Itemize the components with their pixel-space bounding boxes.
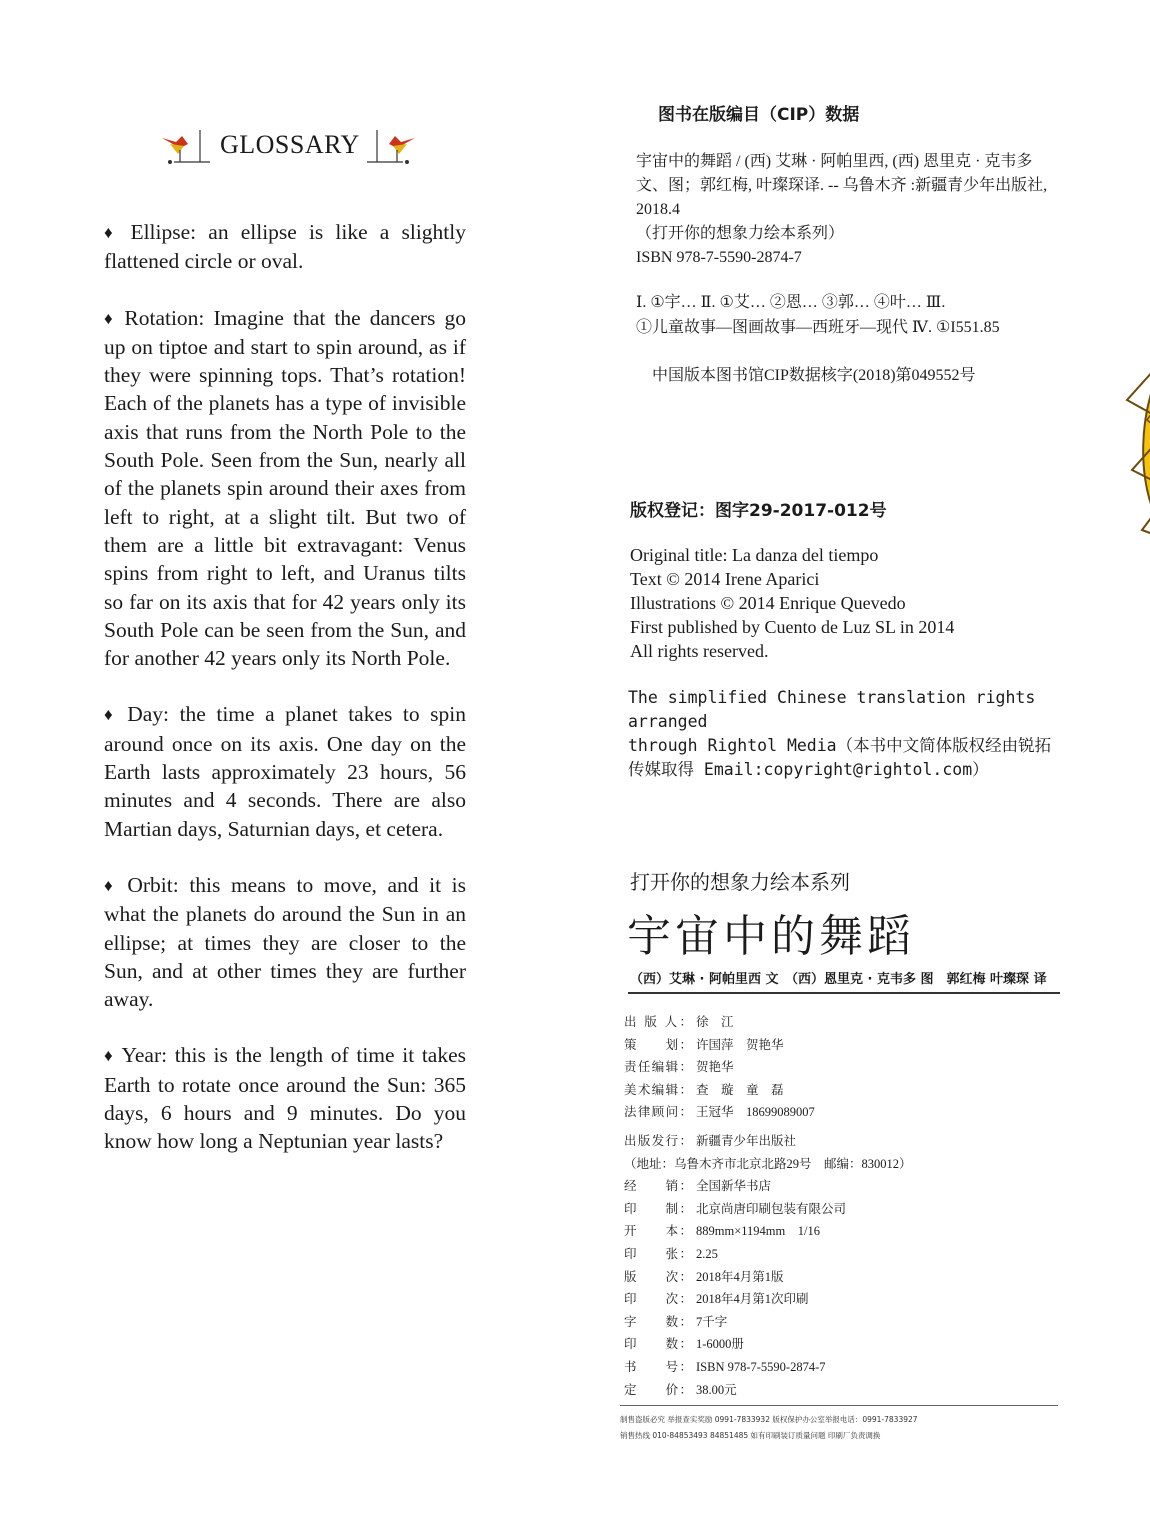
footnote: 制售盗版必究 举报查实奖励 0991-7833932 版权保护办公室举报电话：0991-7833927 销售热线 010-84853493 84851485 如有印刷装订质量问题 印刷厂负责调换 <box>620 1415 918 1440</box>
credit-row: 印 数： 1-6000册 <box>624 1337 744 1352</box>
credit-row: 印 张： 2.25 <box>624 1246 718 1261</box>
cip-line: 宇宙中的舞蹈 / (西) 艾琳 · 阿帕里西, (西) 恩里克 · 克韦多 <box>636 153 1033 170</box>
glossary-entry-day: ♦ Day: the time a planet takes to spin around once on its axis. One day on the Earth lasts approximately 23 hours, 56 minutes and 4 seconds. There are also Martian days, Saturnian days, et cetera. <box>104 700 466 842</box>
glossary-entry-year: ♦ Year: this is the length of time it takes Earth to rotate once around the Sun: 365 days, 6 hours and 9 minutes. Do you know how long a Neptunian year lasts? <box>104 1041 466 1155</box>
cip-line: 文、图；郭红梅, 叶璨琛译. -- 乌鲁木齐 :新疆青少年出版社, <box>636 177 1048 194</box>
first-published: First published by Cuento de Luz SL in 2014 <box>630 617 955 637</box>
cip-class-line: Ⅰ. ①宇… Ⅱ. ①艾… ②恩… ③郭… ④叶… Ⅲ. <box>636 294 946 311</box>
credit-row: 字 数： 7千字 <box>624 1314 728 1329</box>
translation-rights: The simplified Chinese translation rights arranged through Rightol Media（本书中文简体版权经由锐拓 传媒取得 Email:copyright@rightol.com） <box>628 688 1052 779</box>
cip-record <box>636 150 1066 270</box>
credit-row: 定 价： 38.00元 <box>624 1382 737 1397</box>
bird-ornament-right-icon <box>365 126 417 168</box>
cip-heading: 图书在版编目（CIP）数据 <box>658 105 860 125</box>
sun-illustration-icon <box>1112 330 1150 560</box>
book-title: 宇宙中的舞蹈 <box>627 911 915 962</box>
cip-line: （打开你的想象力绘本系列） <box>636 225 845 242</box>
illustrations-copyright: Illustrations © 2014 Enrique Quevedo <box>630 593 906 613</box>
credit-row: 开 本： 889mm×1194mm 1/16 <box>624 1224 820 1239</box>
credit-row: 书 号： ISBN 978-7-5590-2874-7 <box>624 1359 826 1374</box>
credit-row: （地址：乌鲁木齐市北京北路29号 邮编：830012） <box>624 1156 912 1171</box>
credit-row: 出 版 人： 徐 江 <box>624 1015 734 1029</box>
cip-classification <box>636 290 1066 340</box>
cip-line: 2018.4 <box>636 201 680 218</box>
glossary-entry-ellipse: ♦ Ellipse: an ellipse is like a slightly flattened circle or oval. <box>104 218 466 276</box>
credit-row: 印 制： 北京尚唐印刷包装有限公司 <box>624 1201 847 1216</box>
bird-ornament-left-icon <box>160 126 212 168</box>
cip-line: ISBN 978-7-5590-2874-7 <box>636 249 802 266</box>
credit-row: 出版发行： 新疆青少年出版社 <box>624 1133 797 1148</box>
credit-row: 版 次： 2018年4月第1版 <box>624 1269 784 1284</box>
footnote-divider <box>620 1405 1058 1406</box>
glossary-entries <box>104 218 466 1184</box>
divider <box>628 992 1060 994</box>
glossary-title: GLOSSARY <box>220 130 360 159</box>
series-name: 打开你的想象力绘本系列 <box>630 870 850 894</box>
credit-row: 责任编辑： 贺艳华 <box>624 1060 734 1075</box>
cip-class-line: ①儿童故事—图画故事—西班牙—现代 Ⅳ. ①I551.85 <box>636 319 1000 336</box>
credit-row: 经 销： 全国新华书店 <box>624 1179 772 1194</box>
text-copyright: Text © 2014 Irene Aparici <box>630 569 820 589</box>
original-credits <box>630 543 954 663</box>
copyright-registration: 版权登记：图字29-2017-012号 <box>630 501 887 521</box>
cip-number: 中国版本图书馆CIP数据核字(2018)第049552号 <box>652 367 976 384</box>
credit-row: 策 划： 许国萍 贺艳华 <box>624 1037 784 1052</box>
glossary-entry-rotation: ♦ Rotation: Imagine that the dancers go up on tiptoe and start to spin around, as if they were spinning tops. That’s rotation! Each of the planets has a type of invisible axis that runs from the North Pole to the South Pole. Seen from the Sun, nearly all of the planets spin around their axes from left to right, at a slight tilt. But two of them are a little bit extravagant: Venus spins from right to left, and Uranus tilts so far on its axis that for 42 years only its South Pole can be seen from the Sun, and for another 42 years only its North Pole. <box>104 304 466 673</box>
authors-line: （西）艾琳 · 阿帕里西 文 （西）恩里克 · 克韦多 图 郭红梅 叶璨琛 译 <box>630 972 1047 987</box>
publication-credits <box>624 1011 912 1401</box>
glossary-header <box>160 122 420 172</box>
glossary-entry-orbit: ♦ Orbit: this means to move, and it is what the planets do around the Sun in an ellipse; at times they are closer to the Sun, and at other times they are further away. <box>104 871 466 1013</box>
credit-row: 美术编辑： 查 璇 童 磊 <box>624 1082 784 1097</box>
credit-row: 法律顾问： 王冠华 18699089007 <box>624 1105 815 1120</box>
credit-row: 印 次： 2018年4月第1次印刷 <box>624 1292 809 1307</box>
original-title: Original title: La danza del tiempo <box>630 545 879 565</box>
rights-reserved: All rights reserved. <box>630 641 769 661</box>
